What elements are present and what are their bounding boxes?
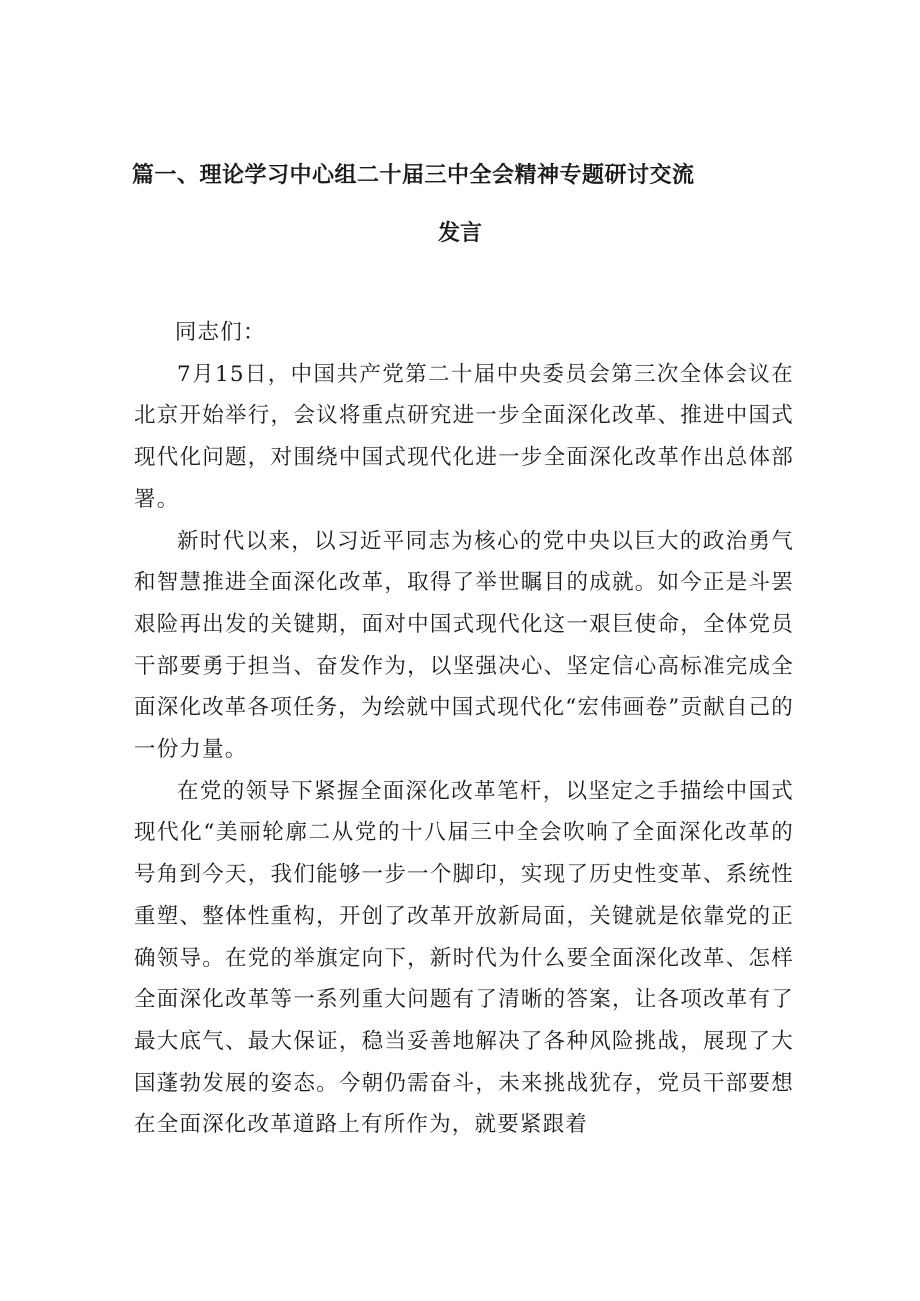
paragraph-3: 在党的领导下紧握全面深化改革笔杆，以坚定之手描绘中国式现代化“美丽轮廓二从党的十八届三中全会吹响了全面深化改革的号角到今天，我们能够一步一个脚印，实现了历史性变革、系统性重塑、整体性重构，开创了改革开放新局面，关键就是依靠党的正确领导。在党的举旗定向下，新时代为什么要全面深化改革、怎样全面深化改革等一系列重大问题有了清晰的答案，让各项改革有了最大底气、最大保证，稳当妥善地解决了各种风险挑战，展现了大国蓬勃发展的姿态。今朝仍需奋斗，未来挑战犹存，党员干部要想在全面深化改革道路上有所作为，就要紧跟着 bbox=[134, 778, 794, 1138]
document-title-line-2: 发言 bbox=[438, 221, 483, 246]
paragraph-2: 新时代以来，以习近平同志为核心的党中央以巨大的政治勇气和智慧推进全面深化改革，取得了举世瞩目的成就。如今正是斗罢艰险再出发的关键期，面对中国式现代化这一艰巨使命，全体党员干部要勇于担当、奋发作为，以坚强决心、坚定信心高标准完成全面深化改革各项任务，为绘就中国式现代化“宏伟画卷”贡献自己的一份力量。 bbox=[134, 528, 794, 763]
greeting: 同志们： bbox=[174, 320, 266, 345]
paragraph-1: 7月15日，中国共产党第二十届中央委员会第三次全体会议在北京开始举行，会议将重点研究进一步全面深化改革、推进中国式现代化问题，对围绕中国式现代化进一步全面深化改革作出总体部署。 bbox=[134, 361, 794, 512]
document-body bbox=[134, 312, 794, 1146]
document-title-line-1: 篇一、理论学习中心组二十届三中全会精神专题研讨交流 bbox=[132, 163, 695, 188]
